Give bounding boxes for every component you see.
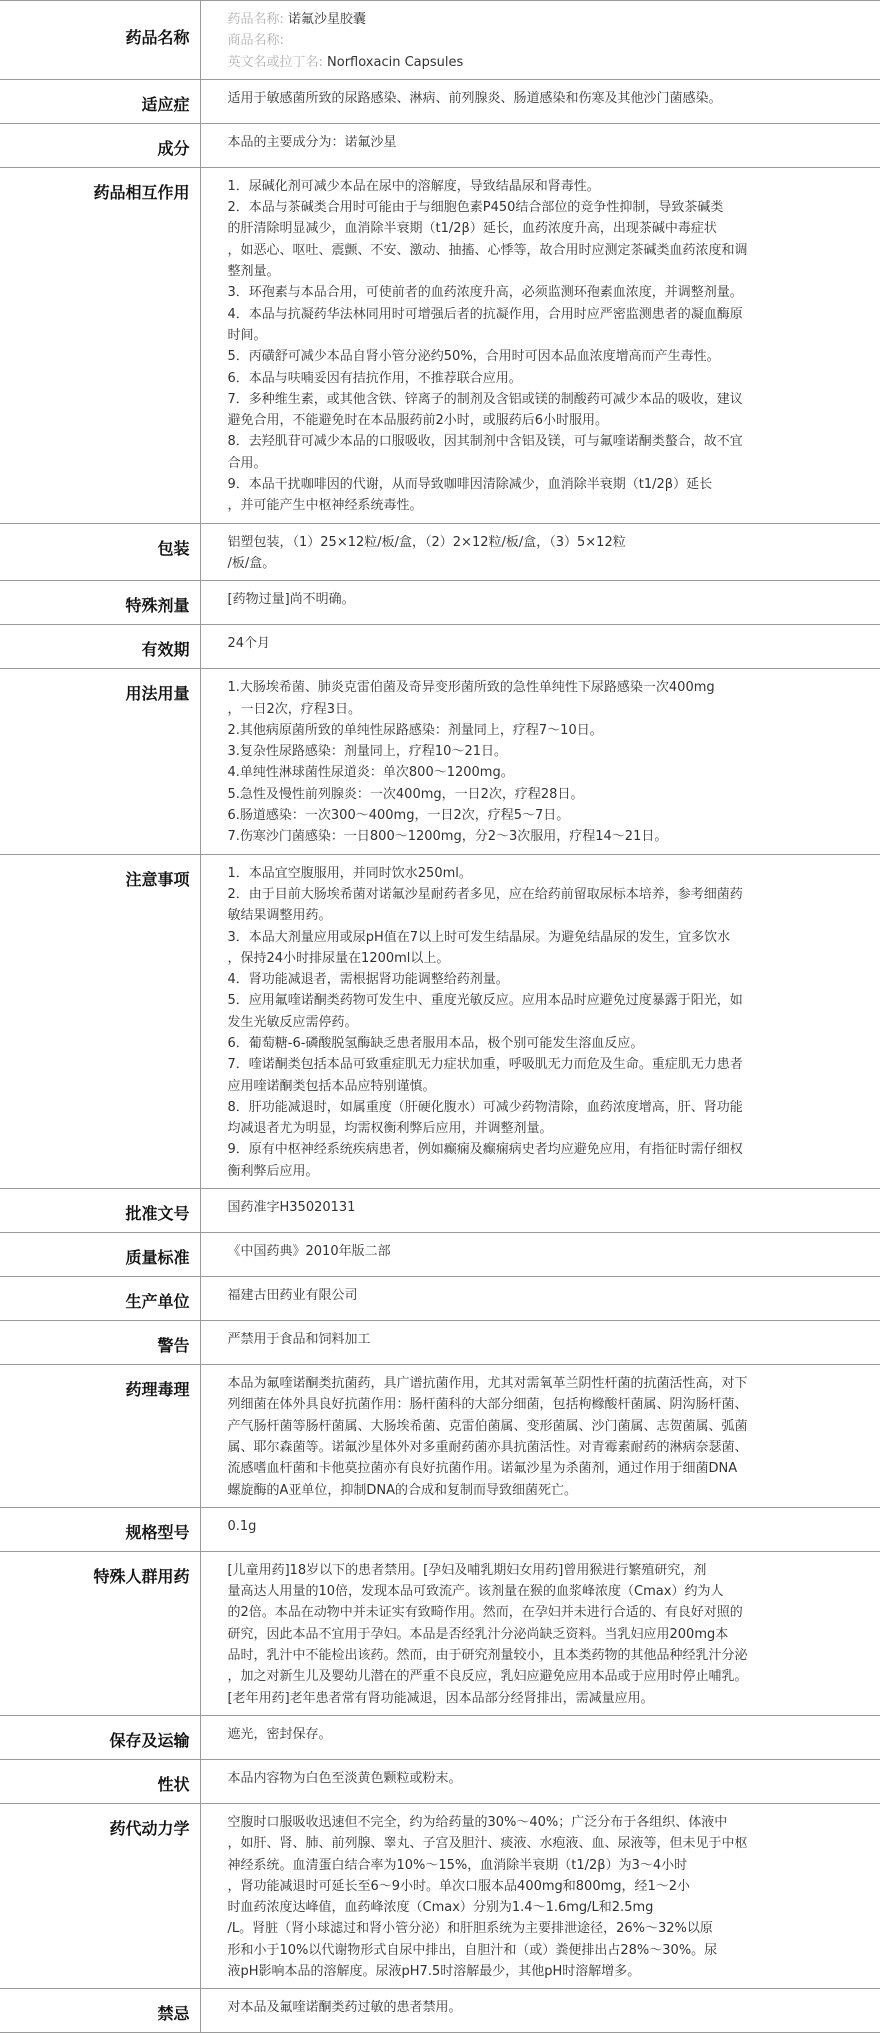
text-line: 本品为氟喹诺酮类抗菌药，具广谱抗菌作用，尤其对需氧革兰阴性杆菌的抗菌活性高，对下	[227, 1376, 748, 1392]
text-line: 2．本品与茶碱类合用时可能由于与细胞色素P450结合部位的竞争性抑制，导致茶碱类	[227, 200, 724, 216]
text-line: 整剂量。	[227, 264, 280, 280]
field-label: 药代动力学	[0, 1803, 200, 1988]
info-row	[0, 1759, 880, 1803]
text-line: 列细菌在体外具良好抗菌作用：肠杆菌科的大部分细菌，包括枸橼酸杆菌属、阴沟肠杆菌、	[227, 1397, 748, 1413]
info-row	[0, 1803, 880, 1988]
field-value	[200, 167, 880, 523]
text-line: 6.肠道感染：一次300～400mg，一日2次，疗程5～7日。	[227, 808, 570, 824]
text-line: 5．应用氟喹诺酮类药物可发生中、重度光敏反应。应用本品时应避免过度暴露于阳光，如	[227, 993, 743, 1009]
name-prefix: 英文名或拉丁名:	[227, 54, 323, 70]
field-value	[200, 1989, 880, 2033]
text-line: ，一日2次，疗程3日。	[227, 701, 362, 717]
text-line: 本品内容物为白色至淡黄色颗粒或粉末。	[227, 1770, 462, 1786]
field-value	[200, 1715, 880, 1759]
field-value	[200, 1759, 880, 1803]
text-line: 液pH影响本品的溶解度。尿液pH7.5时溶解最少，其他pH时溶解增多。	[227, 1964, 641, 1979]
text-line: 1.大肠埃希菌、肺炎克雷伯菌及奇异变形菌所致的急性单纯性下尿路感染一次400mg	[227, 680, 715, 696]
text-line: [药物过量]尚不明确。	[227, 592, 355, 608]
field-value	[200, 625, 880, 669]
field-label: 有效期	[0, 625, 200, 669]
info-row	[0, 581, 880, 625]
text-line: 7．多种维生素，或其他含铁、锌离子的制剂及含铝或镁的制酸药可减少本品的吸收，建议	[227, 391, 743, 407]
text-line: ，肾功能减退时可延长至6～9小时。单次口服本品400mg和800mg，经1～2小	[227, 1878, 691, 1894]
info-row	[0, 523, 880, 581]
text-line: 4．本品与抗凝药华法林同用时可增强后者的抗凝作用，合用时应严密监测患者的凝血酶原	[227, 306, 743, 322]
field-value	[200, 79, 880, 123]
field-label: 保存及运输	[0, 1715, 200, 1759]
text-line: 避免合用，不能避免时在本品服药前2小时，或服药后6小时服用。	[227, 413, 609, 429]
field-label: 注意事项	[0, 854, 200, 1188]
field-label: 性状	[0, 1759, 200, 1803]
name-line	[228, 9, 873, 30]
field-value	[200, 1321, 880, 1365]
text-line: ，并可能产生中枢神经系统毒性。	[227, 498, 423, 514]
info-row	[0, 625, 880, 669]
field-value	[200, 1233, 880, 1277]
text-line: 8．肝功能减退时，如属重度（肝硬化腹水）可减少药物清除，血药浓度增高，肝、肾功能	[227, 1099, 743, 1115]
text-line: 均减退者尤为明显，均需权衡利弊后应用，并调整剂量。	[227, 1121, 553, 1137]
field-label: 药理毒理	[0, 1365, 200, 1508]
text-line: ，加之对新生儿及婴幼儿潜在的严重不良反应，乳妇应避免应用本品或于应用时停止哺乳。	[227, 1669, 748, 1685]
text-line: 24个月	[227, 636, 271, 652]
text-line: 1．尿碱化剂可减少本品在尿中的溶解度，导致结晶尿和肾毒性。	[227, 178, 600, 194]
text-line: 严禁用于食品和饲料加工	[227, 1332, 371, 1348]
text-line: ，如肝、肾、肺、前列腺、睾丸、子宫及胆汁、痰液、水疱液、血、尿液等，但未见于中枢	[227, 1836, 748, 1852]
name-line	[228, 52, 873, 73]
text-line: /L。肾脏（肾小球滤过和肾小管分泌）和肝胆系统为主要排泄途径，26%～32%以原	[227, 1921, 713, 1937]
text-line: 时血药浓度达峰值，血药峰浓度（Cmax）分别为1.4～1.6mg/L和2.5mg	[227, 1900, 654, 1916]
text-line: 9．原有中枢神经系统疾病患者，例如癫痫及癫痫病史者均应避免应用，有指征时需仔细权	[227, 1142, 743, 1158]
text-line: 应用喹诺酮类包括本品应特别谨慎。	[227, 1078, 436, 1094]
drug-info-rows	[0, 1, 880, 2033]
field-value	[200, 1551, 880, 1715]
field-label: 禁忌	[0, 1989, 200, 2033]
text-line: 8．去羟肌苷可减少本品的口服吸收，因其制剂中含铝及镁，可与氟喹诺酮类螯合，故不宜	[227, 434, 743, 450]
text-line: 福建古田药业有限公司	[227, 1288, 358, 1304]
text-line: 衡利弊后应用。	[227, 1163, 319, 1179]
name-prefix: 商品名称:	[227, 33, 284, 49]
text-line: 铝塑包装，（1）25×12粒/板/盒，（2）2×12粒/板/盒，（3）5×12粒	[227, 534, 626, 550]
text-line: 4.单纯性淋球菌性尿道炎：单次800～1200mg。	[227, 765, 514, 781]
info-row	[0, 1715, 880, 1759]
field-value	[200, 123, 880, 167]
text-line: 3．环孢素与本品合用，可使前者的血药浓度升高，必须监测环孢素血浓度，并调整剂量。	[227, 285, 743, 301]
info-row	[0, 669, 880, 854]
text-line: 流感嗜血杆菌和卡他莫拉菌亦有良好抗菌作用。诺氟沙星为杀菌剂，通过作用于细菌DNA	[227, 1461, 738, 1477]
field-value	[200, 1803, 880, 1988]
text-line: 的2倍。本品在动物中并未证实有致畸作用。然而，在孕妇并未进行合适的、有良好对照的	[227, 1605, 743, 1621]
text-line: 发生光敏反应需停药。	[227, 1014, 358, 1030]
text-line: 量高达人用量的10倍，发现本品可致流产。该剂量在猴的血浆峰浓度（Cmax）约为人	[227, 1584, 724, 1600]
text-line: 产气肠杆菌等肠杆菌属、大肠埃希菌、克雷伯菌属、变形菌属、沙门菌属、志贺菌属、弧菌	[227, 1418, 748, 1434]
name-prefix: 药品名称:	[227, 12, 284, 27]
text-line: 9．本品干扰咖啡因的代谢，从而导致咖啡因清除减少，血消除半衰期（t1/2β）延长	[227, 477, 713, 493]
text-line: 6．葡萄糖-6-磷酸脱氢酶缺乏患者服用本品，极个别可能发生溶血反应。	[227, 1035, 644, 1051]
field-label: 警告	[0, 1321, 200, 1365]
text-line: 6．本品与呋喃妥因有拮抗作用，不推荐联合应用。	[227, 370, 522, 386]
field-value	[200, 1365, 880, 1508]
text-line: 《中国药典》2010年版二部	[227, 1244, 391, 1260]
text-line: 时间。	[227, 327, 267, 343]
field-label: 药品名称	[0, 1, 200, 80]
text-line: 合用。	[227, 455, 267, 471]
text-line: 遮光，密封保存。	[227, 1726, 332, 1742]
text-line: 神经系统。血清蛋白结合率为10%～15%，血消除半衰期（t1/2β）为3～4小时	[227, 1857, 688, 1873]
info-row	[0, 123, 880, 167]
field-value	[200, 669, 880, 854]
text-line: 1．本品宜空腹服用，并同时饮水250ml。	[227, 865, 472, 881]
info-row	[0, 1189, 880, 1233]
info-row	[0, 1989, 880, 2033]
text-line: 0.1g	[227, 1518, 257, 1534]
field-label: 规格型号	[0, 1507, 200, 1551]
field-value	[200, 523, 880, 581]
info-row	[0, 1233, 880, 1277]
field-label: 包装	[0, 523, 200, 581]
info-row	[0, 167, 880, 523]
text-line: 4．肾功能减退者，需根据肾功能调整给药剂量。	[227, 972, 509, 988]
text-line: 3．本品大剂量应用或尿pH值在7以上时可发生结晶尿。为避免结晶尿的发生，宜多饮水	[227, 929, 731, 945]
name-line	[228, 30, 873, 51]
name-value: 诺氟沙星胶囊	[288, 12, 367, 27]
field-label: 质量标准	[0, 1233, 200, 1277]
text-line: 7．喹诺酮类包括本品可致重症肌无力症状加重，呼吸肌无力而危及生命。重症肌无力患者	[227, 1057, 743, 1073]
info-row	[0, 1507, 880, 1551]
text-line: 形和小于10%以代谢物形式自尿中排出，自胆汁和（或）粪便排出占28%～30%。尿	[227, 1942, 718, 1958]
text-line: 7.伤寒沙门菌感染：一日800～1200mg，分2～3次服用，疗程14～21日。	[227, 829, 668, 845]
text-line: ，保持24小时排尿量在1200ml以上。	[227, 950, 450, 966]
text-line: 对本品及氟喹诺酮类药过敏的患者禁用。	[227, 2000, 462, 2016]
field-label: 特殊人群用药	[0, 1551, 200, 1715]
field-value	[200, 1507, 880, 1551]
field-value	[200, 1277, 880, 1321]
field-label: 用法用量	[0, 669, 200, 854]
info-row	[0, 854, 880, 1188]
field-value	[200, 1189, 880, 1233]
field-value	[200, 854, 880, 1188]
text-line: 2．由于目前大肠埃希菌对诺氟沙星耐药者多见，应在给药前留取尿标本培养，参考细菌药	[227, 886, 743, 902]
text-line: 敏结果调整用药。	[227, 908, 332, 924]
info-row	[0, 79, 880, 123]
text-line: [老年用药]老年患者常有肾功能减退，因本品部分经肾排出，需减量应用。	[227, 1690, 654, 1706]
field-label: 成分	[0, 123, 200, 167]
name-value: Norfloxacin Capsules	[327, 54, 464, 70]
info-row	[0, 1277, 880, 1321]
text-line: 适用于敏感菌所致的尿路感染、淋病、前列腺炎、肠道感染和伤寒及其他沙门菌感染。	[227, 90, 722, 106]
text-line: 5．丙磺舒可减少本品自肾小管分泌约50%，合用时可因本品血浓度增高而产生毒性。	[227, 349, 720, 365]
field-label: 适应症	[0, 79, 200, 123]
field-label: 药品相互作用	[0, 167, 200, 523]
info-row	[0, 1321, 880, 1365]
text-line: 研究，因此本品不宜用于孕妇。本品是否经乳汁分泌尚缺乏资料。当乳妇应用200mg本	[227, 1626, 729, 1642]
field-label: 生产单位	[0, 1277, 200, 1321]
text-line: ，如恶心、呕吐、震颤、不安、激动、抽搐、心悸等，故合用时应测定茶碱类血药浓度和调	[227, 242, 748, 258]
info-row	[0, 1551, 880, 1715]
text-line: 5.急性及慢性前列腺炎：一次400mg，一日2次，疗程28日。	[227, 786, 584, 802]
text-line: 3.复杂性尿路感染：剂量同上，疗程10～21日。	[227, 744, 507, 760]
text-line: 品时，乳汁中不能检出该药。然而，由于研究剂量较小，且本类药物的其他品种经乳汁分泌	[227, 1648, 748, 1664]
text-line: 本品的主要成分为：诺氟沙星	[227, 134, 397, 150]
info-row	[0, 1, 880, 80]
field-label: 特殊剂量	[0, 581, 200, 625]
text-line: 螺旋酶的A亚单位，抑制DNA的合成和复制而导致细菌死亡。	[227, 1482, 578, 1498]
text-line: 的肝清除明显减少，血消除半衰期（t1/2β）延长，血药浓度升高，出现茶碱中毒症状	[227, 221, 717, 237]
text-line: 空腹时口服吸收迅速但不完全，约为给药量的30%～40%；广泛分布于各组织、体液中	[227, 1814, 728, 1830]
field-value	[200, 1, 880, 80]
text-line: 2.其他病原菌所致的单纯性尿路感染：剂量同上，疗程7～10日。	[227, 722, 603, 738]
text-line: 国药准字H35020131	[227, 1200, 356, 1216]
text-line: 属、耶尔森菌等。诺氟沙星体外对多重耐药菌亦具抗菌活性。对青霉素耐药的淋病奈瑟菌、	[227, 1439, 748, 1455]
field-value	[200, 581, 880, 625]
text-line: /板/盒。	[227, 555, 276, 571]
field-label: 批准文号	[0, 1189, 200, 1233]
info-row	[0, 1365, 880, 1508]
text-line: [儿童用药]18岁以下的患者禁用。[孕妇及哺乳期妇女用药]曾用猴进行繁殖研究，剂	[227, 1562, 707, 1578]
